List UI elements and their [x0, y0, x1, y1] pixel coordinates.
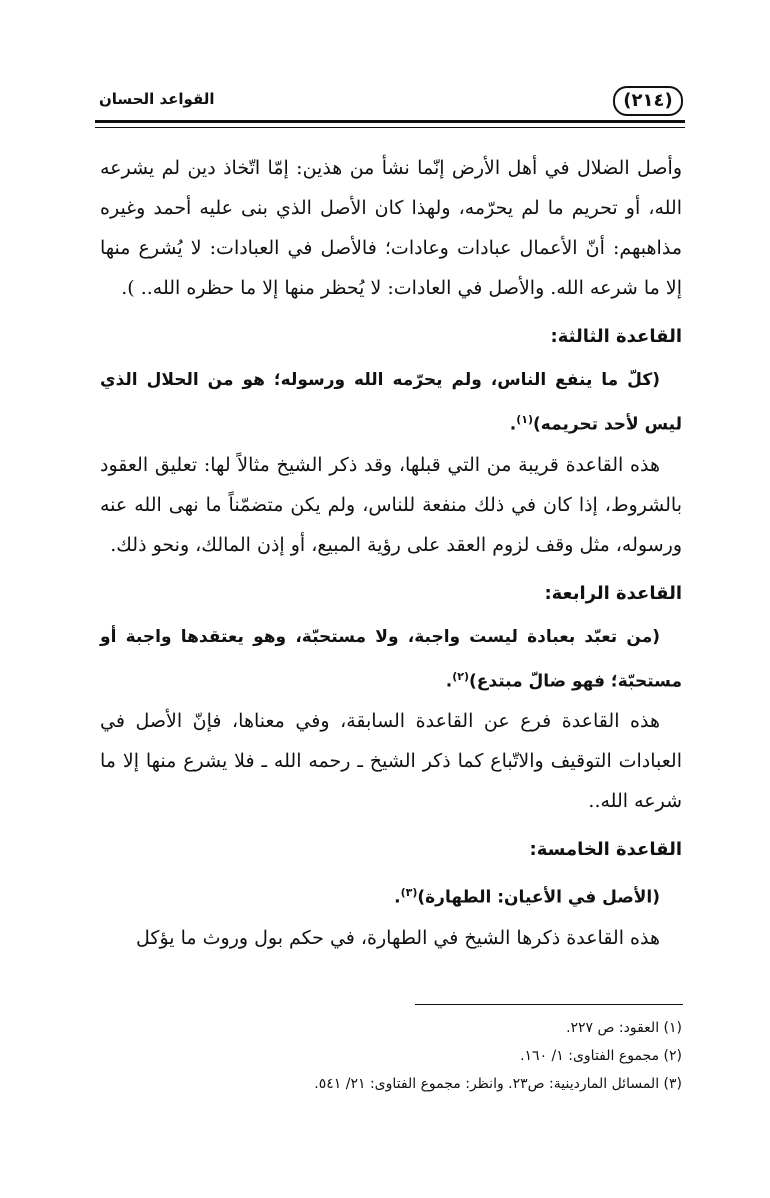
rule3-text: (كلّ ما ينفع الناس، ولم يحرّمه الله ورسوله؛ هو من الحلال الذي ليس لأحد تحريمه)$^{(١)}$. — [100, 370, 682, 435]
header-rule-thin — [95, 127, 685, 128]
footnote-separator — [415, 1004, 683, 1005]
rule5-heading: القاعدة الخامسة: — [529, 839, 682, 861]
footnote-1: (١) العقود: ص ٢٢٧. — [566, 1020, 682, 1036]
rule3-quote: (كلّ ما ينفع الناس، ولم يحرّمه الله ورسوله؛ هو من الحلال الذي ليس لأحد تحريمه) — [100, 370, 682, 435]
rule5-explanation: هذه القاعدة ذكرها الشيخ في الطهارة، في حكم بول وروث ما يؤكل — [136, 926, 660, 949]
book-title: القواعد الحسان — [99, 90, 215, 108]
footnote-ref-1[interactable]: (١) — [516, 413, 533, 426]
header-rule-thick — [95, 120, 685, 123]
footnote-ref-3[interactable]: (٣) — [400, 886, 418, 900]
footnote-3: (٣) المسائل الماردينية: ص٢٣. وانظر: مجموع الفتاوى: ٢١/ ٥٤١. — [314, 1076, 682, 1092]
rule3-heading: القاعدة الثالثة: — [550, 326, 682, 347]
main-text — [100, 148, 682, 958]
page-number: (٢١٤) — [613, 86, 683, 116]
rule5-text: (الأصل في الأعيان: الطهارة)$^{(٣)}$. — [394, 886, 660, 908]
footnote-2: (٢) مجموع الفتاوى: ١/ ١٦٠. — [520, 1048, 682, 1064]
rule4-text: (من تعبّد بعبادة ليست واجبة، ولا مستحبّة، وهو يعتقدها واجبة أو مستحبّة؛ فهو ضالّ مبتدع)$^{(٢)}$. — [100, 626, 682, 692]
running-head — [95, 86, 683, 122]
footnotes — [300, 1014, 682, 1098]
footnote-ref-2[interactable]: (٢) — [452, 669, 469, 683]
rule4-quote: (من تعبّد بعبادة ليست واجبة، ولا مستحبّة، وهو يعتقدها واجبة أو مستحبّة؛ فهو ضالّ مبتدع) — [100, 626, 682, 692]
rule5-quote: (الأصل في الأعيان: الطهارة) — [417, 887, 660, 908]
rule4-explanation: هذه القاعدة فرع عن القاعدة السابقة، وفي معناها، فإنّ الأصل في العبادات التوقيف والاتّباع كما ذكر الشيخ ـ رحمه الله ـ فلا يشرع منها إلا ما شرعه الله.. — [100, 710, 682, 813]
rule3-explanation: هذه القاعدة قريبة من التي قبلها، وقد ذكر الشيخ مثالاً لها: تعليق العقود بالشروط، إذا كان في ذلك منفعة للناس، ولم يكن متضمّناً ما نهى الله عنه ورسوله، مثل وقف لزوم العقد على رؤية المبيع، أو إذن المالك، ونحو ذلك. — [100, 453, 682, 556]
rule4-heading: القاعدة الرابعة: — [544, 582, 682, 604]
paragraph-intro: وأصل الضلال في أهل الأرض إنّما نشأ من هذين: إمّا اتّخاذ دين لم يشرعه الله، أو تحريم ما لم يحرّمه، ولهذا كان الأصل الذي بنى عليه أحمد وغيره مذاهبهم: أنّ الأعمال عبادات وعادات؛ فالأصل في العبادات: لا يُشرع منها إلا ما شرعه الله. والأصل في العادات: لا يُحظر منها إلا ما حظره الله.. ). — [100, 157, 682, 299]
